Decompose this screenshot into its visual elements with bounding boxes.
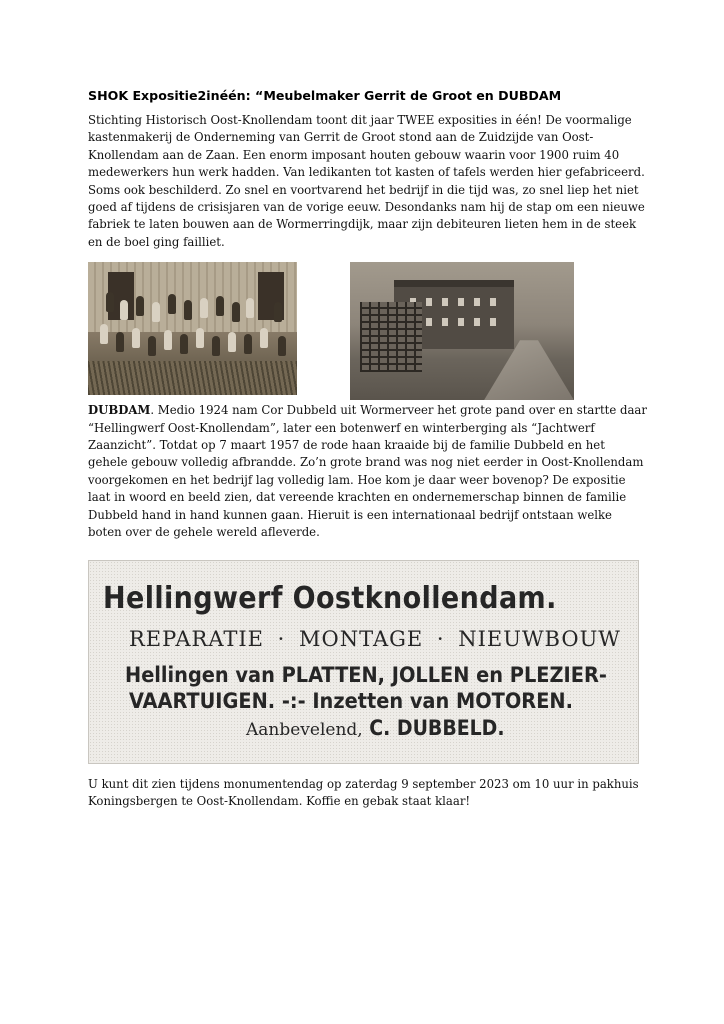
document-page <box>88 88 648 810</box>
ad-line-hellingen: Hellingen van PLATTEN, JOLLEN en PLEZIER- <box>125 662 607 688</box>
ad-recommend: Aanbevelend, <box>246 719 363 740</box>
workers-group-photo <box>88 262 297 395</box>
dubdam-text: . Medio 1924 nam Cor Dubbeld uit Wormerveer het grote pand over en startte daar “Hellingwerf Oost-Knollendam”, later een botenwerf en winterberging als “Jachtwerf Zaanzicht”. Totdat op 7 maart 1957 de rode haan kraaide bij de familie Dubbeld en het gehele gebouw volledig afbrandde. Zo’n grote brand was nog niet eerder in Oost-Knollendam voorgekomen en het bedrijf lag volledig lam. Hoe kom je daar weer bovenop? De expositie laat in woord en beeld zien, dat vereende krachten en ondernemerschap binnen de familie Dubbeld hand in hand kunnen gaan. Hieruit is een internationaal bedrijf ontstaan welke boten over de gehele wereld afleverde. <box>88 403 647 540</box>
advertisement-image <box>88 560 639 764</box>
photo-row <box>88 262 648 402</box>
ad-signature <box>246 716 505 740</box>
ad-line-vaartuigen: VAARTUIGEN. -:- Inzetten van MOTOREN. <box>129 688 573 714</box>
document-title: SHOK Expositie2inéén: “Meubelmaker Gerrit de Groot en DUBDAM <box>88 88 562 103</box>
ad-signer: C. DUBBELD. <box>369 715 505 740</box>
dubdam-paragraph <box>88 402 648 541</box>
intro-paragraph: Stichting Historisch Oost-Knollendam toont dit jaar TWEE exposities in één! De voormalige kastenmakerij de Onderneming van Gerrit de Groot stond aan de Zuidzijde van Oost-Knollendam aan de Zaan. Een enorm imposant houten gebouw waarin voor 1900 ruim 40 medewerkers hun werk hadden. Van ledikanten tot kasten of tafels werden hier gefabriceerd. Soms ook beschilderd. Zo snel en voortvarend het bedrijf in die tijd was, zo snel liep het niet goed af tijdens de crisisjaren van de vorige eeuw. Desondanks nam hij de stap om een nieuwe fabriek te laten bouwen aan de Wormerringdijk, maar zijn debiteuren lieten hem in de steek en de boel ging failliet. <box>88 113 645 249</box>
ad-services: REPARATIE · MONTAGE · NIEUWBOUW <box>129 626 621 651</box>
ad-company-name: Hellingwerf Oostknollendam. <box>103 580 557 616</box>
footer-paragraph: U kunt dit zien tijdens monumentendag op zaterdag 9 september 2023 om 10 uur in pakhuis Koningsbergen te Oost-Knollendam. Koffie en gebak staat klaar! <box>88 776 639 808</box>
factory-building-photo <box>350 262 574 400</box>
dubdam-lead: DUBDAM <box>88 403 151 418</box>
